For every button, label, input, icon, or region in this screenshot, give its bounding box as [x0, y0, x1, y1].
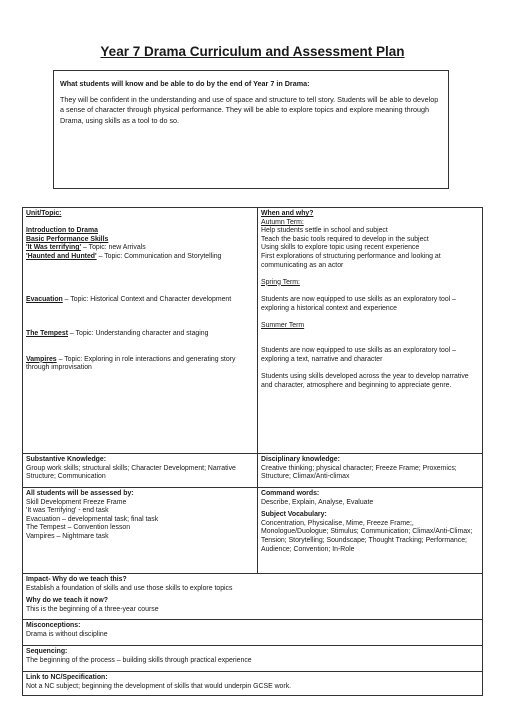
impact-heading: Impact- Why do we teach this?: [26, 576, 127, 583]
unit-vampires: [26, 356, 254, 373]
misconceptions-cell: [22, 619, 483, 646]
summer-text-1: Students are now equipped to use skills as an exploratory tool – exploring a text, narrative and character: [261, 347, 456, 363]
summer-term: Summer Term: [261, 321, 305, 329]
terrifying-title: 'It Was terrifying': [26, 244, 82, 252]
command-heading: Command words:: [261, 490, 320, 497]
assessed-cell: [22, 487, 258, 574]
tempest-topic: – Topic: Understanding character and staging: [68, 330, 209, 338]
link-text: Not a NC subject; beginning the development of skills that would underpin GCSE work.: [26, 682, 292, 690]
spring-text: Students are now equipped to use skills as an exploratory tool – exploring a historical context and experience: [261, 295, 456, 312]
vampires-topic: – Topic: Exploring in role interactions and generating story through improvisation: [26, 355, 236, 372]
unit-terrifying: [26, 244, 254, 253]
sequencing-heading: Sequencing:: [26, 648, 68, 655]
disciplinary-text: Creative thinking; physical character; Freeze Frame; Proxemics; Structure; Climax/Anti-climax: [261, 464, 457, 481]
autumn-line-3: Using skills to explore topic using recent experience: [261, 244, 420, 252]
summer-text-2: Students using skills developed across the year to develop narrative and character, atmosphere and beginning to appreciate genre.: [261, 373, 469, 389]
when-why-cell: [257, 207, 483, 454]
intro-drama-heading: Introduction to Drama: [26, 227, 98, 235]
substantive-heading: Substantive Knowledge:: [26, 456, 107, 463]
impact-cell: [22, 573, 483, 620]
unit-heading: Unit/Topic:: [26, 210, 62, 217]
unit-tempest: [26, 330, 254, 339]
disciplinary-cell: [257, 453, 483, 488]
intro-question: What students will know and be able to do by the end of Year 7 in Drama:: [60, 79, 310, 88]
impact-text: Establish a foundation of skills and use those skills to explore topics: [26, 584, 233, 592]
command-text: Describe, Explain, Analyse, Evaluate: [261, 498, 374, 506]
tempest-title: The Tempest: [26, 330, 68, 338]
vocab-heading: Subject Vocabulary:: [261, 511, 327, 519]
misconceptions-heading: Misconceptions:: [26, 622, 81, 629]
vocab-text: Concentration, Physicalise, Mime, Freeze Frame;, Monologue/Duologue; Stimulus; Communication; Climax/Anti-Climax; Tension; Storytelling; Soundscape; Thought Tracking; Performance; Audience; Convention; In-Role: [261, 519, 473, 553]
intro-answer: They will be confident in the understanding and use of space and structure to tell story. Students will be able to develop a sense of character through physical performance. They will be able to explore topics and explore meaning through Drama, using skills as a tool to do so.: [60, 94, 439, 125]
autumn-line-1: Help students settle in school and subject: [261, 227, 388, 235]
assessed-line-3: Evacuation – developmental task; final task: [26, 515, 159, 523]
haunted-title: 'Haunted and Hunted': [26, 252, 97, 260]
evacuation-topic: – Topic: Historical Context and Character development: [62, 295, 232, 303]
sequencing-text: The beginning of the process – building skills through practical experience: [26, 656, 252, 664]
assessed-line-5: Vampires – Nightmare task: [26, 532, 109, 540]
vampires-title: Vampires: [26, 355, 57, 363]
substantive-cell: [22, 453, 258, 488]
page-title: Year 7 Drama Curriculum and Assessment Plan: [100, 44, 405, 59]
assessed-line-2: 'It was Terrifying' - end task: [26, 507, 109, 515]
when-heading: When and why?: [261, 210, 314, 217]
autumn-term: Autumn Term:: [261, 218, 304, 226]
now-text: This is the beginning of a three-year course: [26, 605, 159, 613]
now-heading: Why do we teach it now?: [26, 597, 108, 605]
assessed-heading: All students will be assessed by:: [26, 490, 134, 497]
assessed-line-1: Skill Development Freeze Frame: [26, 498, 127, 506]
sequencing-cell: [22, 645, 483, 672]
misconceptions-text: Drama is without discipline: [26, 630, 108, 638]
assessed-line-4: The Tempest – Convention lesson: [26, 524, 131, 532]
intro-box: [53, 70, 449, 189]
unit-haunted: [26, 253, 254, 262]
disciplinary-heading: Disciplinary knowledge:: [261, 456, 340, 463]
unit-topic-cell: [22, 207, 258, 454]
link-cell: [22, 671, 483, 696]
command-cell: [257, 487, 483, 574]
evacuation-title: Evacuation: [26, 295, 63, 303]
substantive-text: Group work skills; structural skills; Character Development; Narrative Structure; Communication: [26, 464, 236, 481]
link-heading: Link to NC/Specification:: [26, 674, 108, 681]
basic-skills-heading: Basic Performance Skills: [26, 235, 109, 243]
autumn-line-4: First explorations of structuring performance and looking at communicating as an actor: [261, 252, 441, 269]
terrifying-topic: – Topic: new Arrivals: [81, 244, 146, 252]
spring-term: Spring Term:: [261, 278, 300, 286]
haunted-topic: – Topic: Communication and Storytelling: [96, 252, 222, 260]
autumn-line-2: Teach the basic tools required to develop in the subject: [261, 235, 429, 243]
unit-evacuation: [26, 296, 254, 305]
